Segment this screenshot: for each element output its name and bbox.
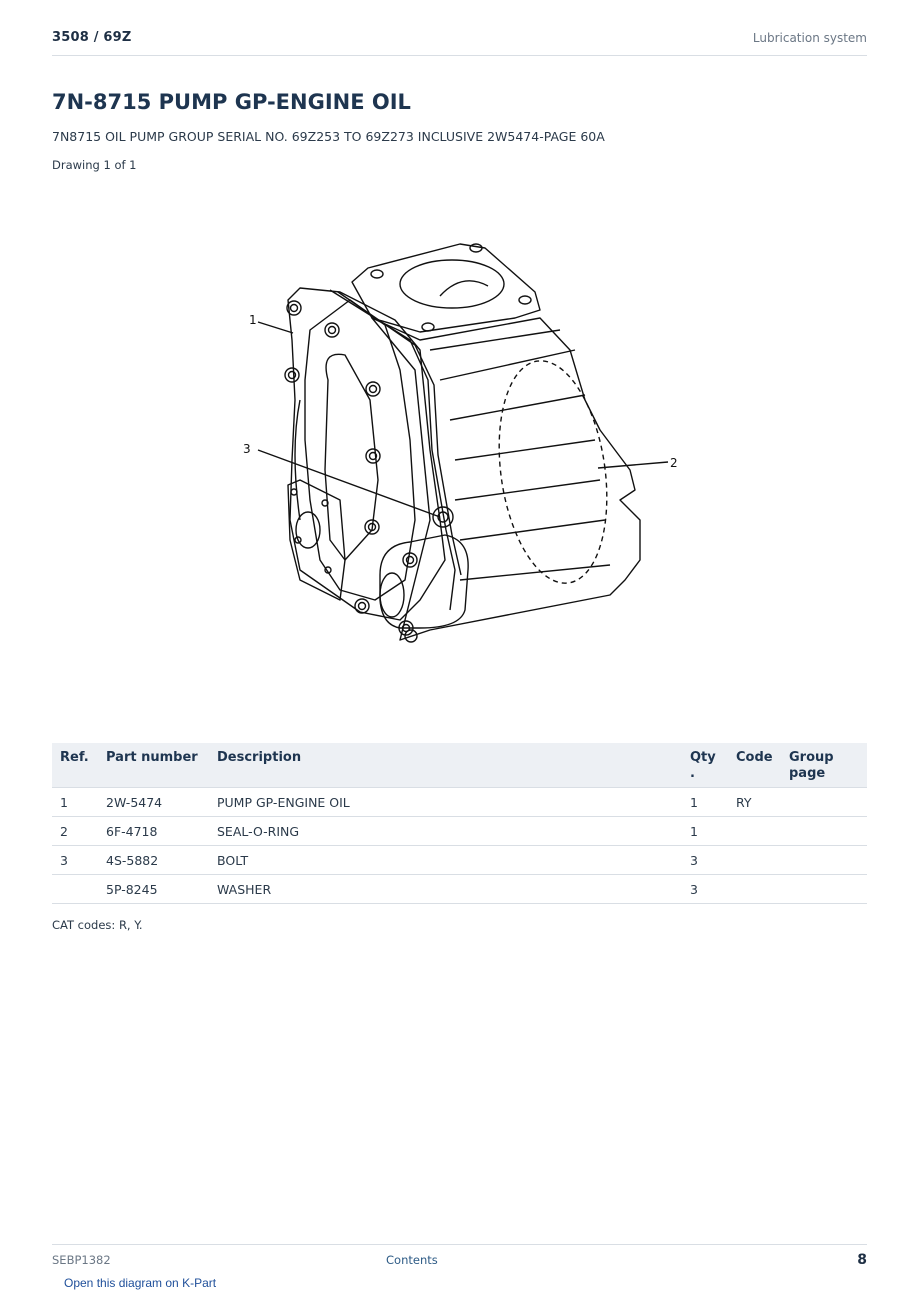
table-row — [52, 817, 867, 846]
parts-table-header — [52, 743, 867, 788]
page-number: 8 — [857, 1252, 867, 1268]
callout-2: 2 — [670, 456, 678, 470]
kpart-diagram-link[interactable]: Open this diagram on K-Part — [64, 1276, 217, 1290]
row-part-number: 6F-4718 — [98, 817, 209, 846]
row-group-page — [781, 846, 867, 875]
row-group-page — [781, 875, 867, 904]
seal-o-ring-outline — [486, 354, 620, 590]
table-row — [52, 788, 867, 817]
row-part-number: 2W-5474 — [98, 788, 209, 817]
callout-1-leader — [258, 322, 293, 333]
row-code — [728, 846, 781, 875]
row-code: RY — [728, 788, 781, 817]
parts-table — [52, 743, 867, 904]
row-ref — [52, 875, 98, 904]
header-code: Code — [728, 743, 781, 788]
row-part-number: 5P-8245 — [98, 875, 209, 904]
header-qty: Qty . — [682, 743, 728, 788]
header-part-number: Part number — [98, 743, 209, 788]
cat-codes-note: CAT codes: R, Y. — [52, 918, 143, 932]
header-model: 3508 / 69Z — [52, 30, 132, 45]
table-row — [52, 846, 867, 875]
header-section: Lubrication system — [752, 31, 867, 45]
row-qty: 3 — [682, 875, 728, 904]
row-code — [728, 875, 781, 904]
bolts — [285, 301, 453, 642]
callout-3: 3 — [243, 442, 251, 456]
row-group-page — [781, 817, 867, 846]
row-qty: 1 — [682, 817, 728, 846]
row-description: BOLT — [209, 846, 682, 875]
header-group-page: Group page — [781, 743, 867, 788]
header-divider — [52, 55, 867, 56]
page-title: 7N-8715 PUMP GP-ENGINE OIL — [52, 90, 411, 114]
row-description: WASHER — [209, 875, 682, 904]
callout-1: 1 — [249, 313, 257, 327]
pump-diagram — [225, 180, 695, 700]
header-description: Description — [209, 743, 682, 788]
contents-link[interactable]: Contents — [386, 1253, 438, 1267]
pump-top-flange — [352, 244, 540, 332]
callout-2-leader — [598, 462, 668, 468]
row-qty: 1 — [682, 788, 728, 817]
footer-divider — [52, 1244, 867, 1245]
row-group-page — [781, 788, 867, 817]
row-code — [728, 817, 781, 846]
page-subtitle: 7N8715 OIL PUMP GROUP SERIAL NO. 69Z253 TO 69Z273 INCLUSIVE 2W5474-PAGE 60A — [52, 129, 605, 144]
row-ref: 1 — [52, 788, 98, 817]
row-description: PUMP GP-ENGINE OIL — [209, 788, 682, 817]
row-ref: 2 — [52, 817, 98, 846]
row-part-number: 4S-5882 — [98, 846, 209, 875]
row-qty: 3 — [682, 846, 728, 875]
drawing-count: Drawing 1 of 1 — [52, 158, 137, 172]
pump-top-port — [400, 260, 504, 308]
row-ref: 3 — [52, 846, 98, 875]
footer-doc-id: SEBP1382 — [52, 1253, 111, 1267]
header-ref: Ref. — [52, 743, 98, 788]
table-row — [52, 875, 867, 904]
row-description: SEAL-O-RING — [209, 817, 682, 846]
